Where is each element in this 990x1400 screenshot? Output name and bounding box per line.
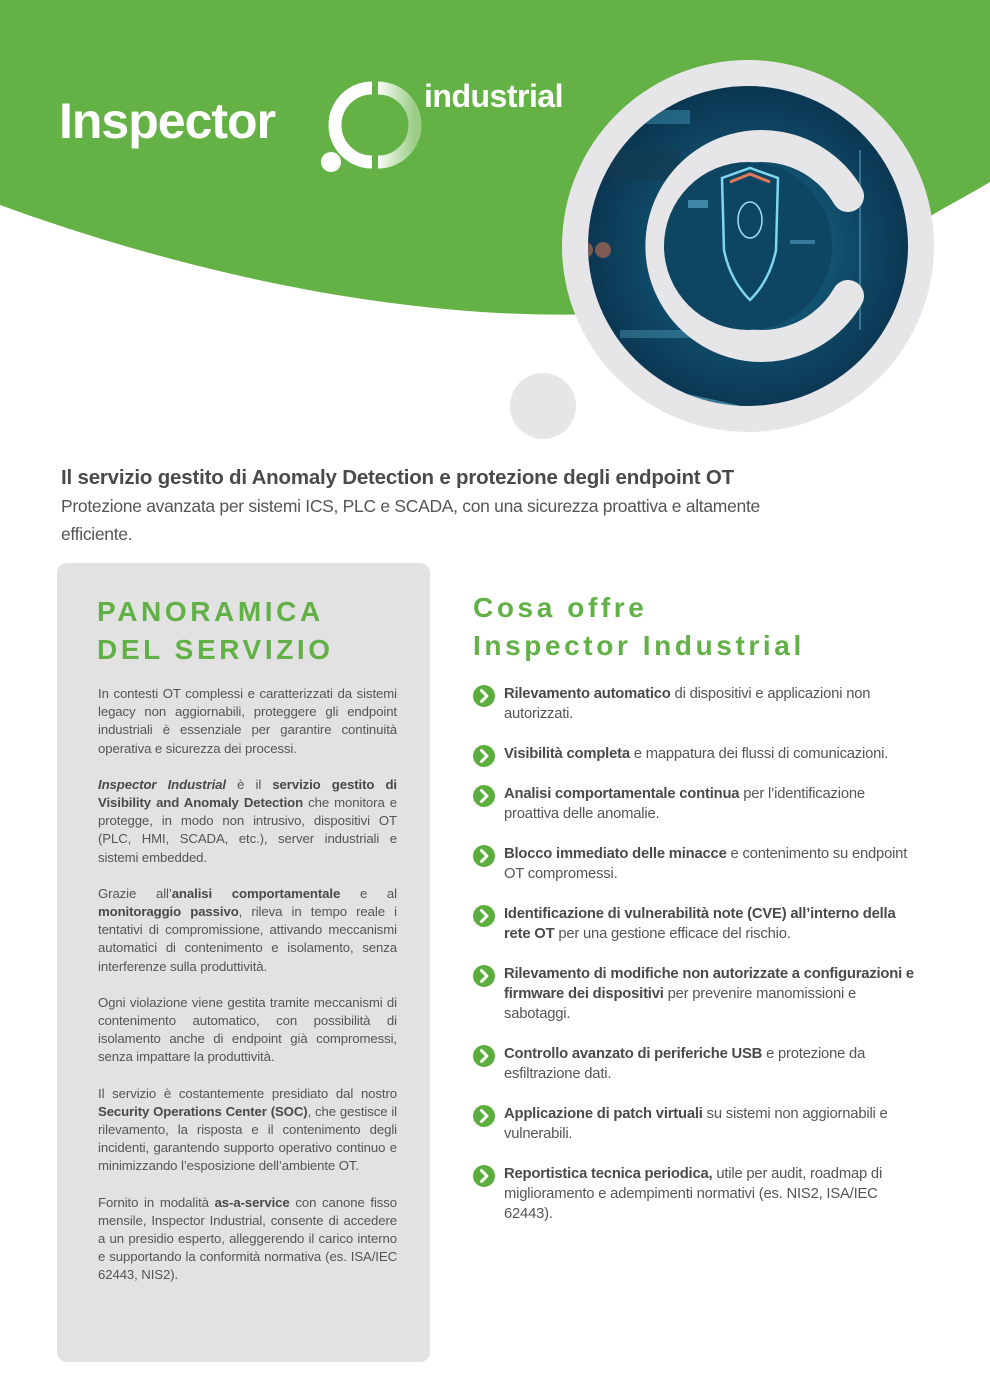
offer-text [504,1044,923,1084]
body-text: , rileva in tempo reale i tentativi di compromissione, attivando meccanismi automatici di contenimento e isolamento, senza interferenze sulla produttività. [98,904,397,974]
overview-panel [57,563,430,1362]
emphasis-text: Rilevamento di modifiche non autorizzate a configurazioni e firmware dei dispositivi [504,966,914,1002]
chevron-right-circle-icon [473,1105,495,1127]
overview-title-line1: PANORAMICA [97,596,324,627]
offers-list [473,684,923,1244]
overview-paragraph [98,1085,397,1176]
overview-title [97,593,334,669]
offer-list-item [473,1104,923,1144]
intro-subtitle: Protezione avanzata per sistemi ICS, PLC e SCADA, con una sicurezza proattiva e altamente efficiente. [61,496,760,544]
offer-text [504,1164,923,1224]
chevron-right-circle-icon [473,1045,495,1067]
offer-text [504,744,923,764]
hero-banner [0,0,990,460]
chevron-right-circle-icon [473,1165,495,1187]
offer-list-item [473,1044,923,1084]
offer-text [504,844,923,884]
body-text: per l’identificazione proattiva delle anomalie. [504,786,865,822]
chevron-right-circle-icon [473,965,495,987]
emphasis-text: monitoraggio passivo [98,904,239,920]
logo-wordmark: Inspector [59,93,276,149]
offer-text [504,964,923,1024]
offer-list-item [473,904,923,944]
intro-section [61,464,861,548]
emphasis-text: Reportistica tecnica periodica, [504,1166,713,1182]
body-text: e protezione da esfiltrazione dati. [504,1046,866,1082]
offers-title-line2: Inspector Industrial [473,630,805,661]
offer-text [504,684,923,724]
emphasis-text: Visibilità completa [504,746,630,762]
chevron-right-circle-icon [473,845,495,867]
body-text: di dispositivi e applicazioni non autorizzati. [504,686,871,722]
overview-paragraph [98,685,397,758]
chevron-right-circle-icon [473,905,495,927]
emphasis-text: analisi comportamentale [171,885,341,901]
emphasis-text: Rilevamento automatico [504,686,671,702]
offer-list-item [473,684,923,724]
hero-graphic [0,0,990,460]
overview-title-line2: DEL SERVIZIO [97,634,334,665]
body-text: è il [225,776,273,792]
offer-text [504,1104,923,1144]
emphasis-text: Security Operations Center (SOC) [98,1103,308,1119]
overview-paragraph [98,885,397,976]
emphasis-text: Inspector Industrial [98,776,226,792]
body-text: Fornito in modalità [98,1194,215,1210]
body-text: e contenimento su endpoint OT compromessi. [504,846,908,882]
offers-title [473,589,805,665]
body-text: Grazie all’ [98,885,172,901]
offer-list-item [473,1164,923,1224]
emphasis-text: servizio gestito di Visibility and Anomaly Detection [98,776,397,811]
intro-title: Il servizio gestito di Anomaly Detection e protezione degli endpoint OT [61,466,735,489]
body-text: su sistemi non aggiornabili e vulnerabili. [504,1106,888,1142]
body-text: In contesti OT complessi e caratterizzati da sistemi legacy non aggiornabili, proteggere gli endpoint industriali è essenziale per garantire continuità operativa e sicurezza dei processi. [98,686,397,756]
body-text: utile per audit, roadmap di miglioramento e adempimenti normativi (es. NIS2, ISA/IEC 62443). [504,1166,883,1222]
emphasis-text: Identificazione di vulnerabilità note (CVE) all’interno della rete OT [504,906,896,942]
body-text: , che gestisce il rilevamento, la risposta e il contenimento degli incidenti, garantendo supporto operativo continuo e minimizzando l’esposizione dell’ambiente OT. [98,1103,397,1174]
body-text: Il servizio è costantemente presidiato dal nostro [98,1085,397,1101]
emphasis-text: Analisi comportamentale continua [504,786,740,802]
emphasis-text: Blocco immediato delle minacce [504,846,727,862]
offer-list-item [473,964,923,1024]
emphasis-text: Applicazione di patch virtuali [504,1106,703,1122]
overview-body [98,685,397,1303]
chevron-right-circle-icon [473,745,495,767]
emphasis-text: Controllo avanzato di periferiche USB [504,1046,763,1062]
offer-list-item [473,844,923,884]
offer-text [504,904,923,944]
logo-subtitle: industrial [424,78,564,114]
body-text: che monitora e protegge, in modo non intrusivo, dispositivi OT (PLC, HMI, SCADA, etc.), server industriali e sistemi embedded. [98,795,397,865]
emphasis-text: as-a-service [214,1194,290,1210]
offer-list-item [473,784,923,824]
overview-paragraph [98,1194,397,1285]
chevron-right-circle-icon [473,785,495,807]
body-text: e mappatura dei flussi di comunicazioni. [629,746,889,762]
overview-paragraph [98,994,397,1067]
offer-text [504,784,923,824]
body-text: per prevenire manomissioni e sabotaggi. [504,986,857,1022]
offers-title-line1: Cosa offre [473,592,648,623]
body-text: con canone fisso mensile, Inspector Industrial, consente di accedere a un presidio esperto, alleggerendo il carico interno e supportando la conformità normativa (es. ISA/IEC 62443, NIS2). [98,1194,397,1283]
body-text: e al [340,885,397,901]
overview-paragraph [98,776,397,867]
chevron-right-circle-icon [473,685,495,707]
body-text: Ogni violazione viene gestita tramite meccanismi di contenimento automatico, con possibilità di isolamento anche di endpoint già compromessi, senza impattare la produttività. [98,994,397,1065]
body-text: per una gestione efficace del rischio. [554,926,791,942]
offer-list-item [473,744,923,764]
decorative-dot [510,373,576,439]
